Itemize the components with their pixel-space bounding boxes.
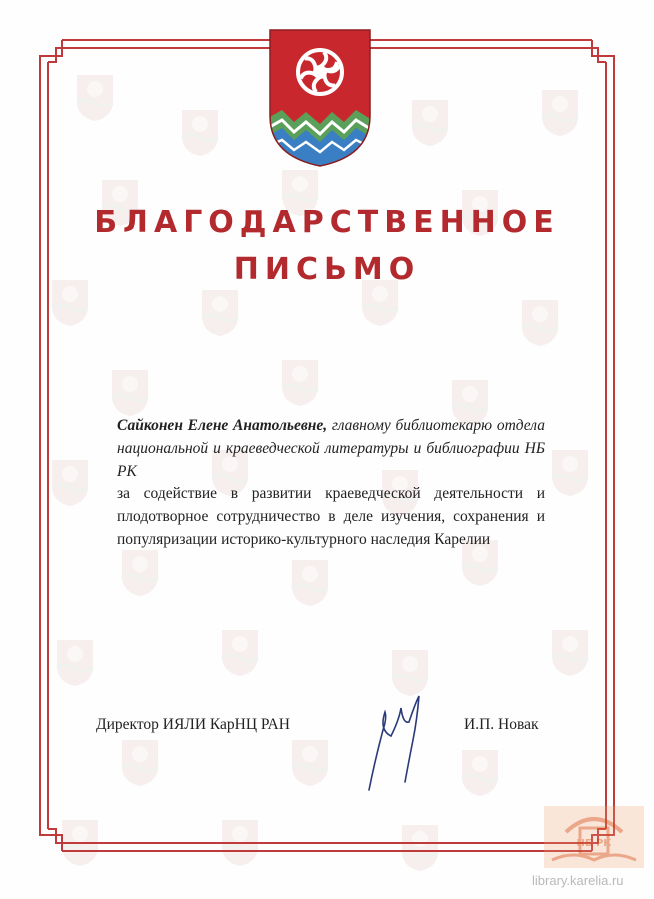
letter-title-line2: ПИСЬМО <box>233 252 421 287</box>
library-url[interactable]: library.karelia.ru <box>532 873 624 888</box>
library-logo-text: НБ РК <box>576 838 612 849</box>
signatory-role: Директор ИЯЛИ КарНЦ РАН <box>96 716 290 733</box>
recipient-name: Сайконен Елене Анатольевне, <box>117 417 328 434</box>
reason-text: за содействие в развитии краеведческой деятельности и плодотворное сотрудничество в деле изучения, сохранения и популяризации историко-культурного наследия Карелии <box>117 485 545 548</box>
karelia-coat-of-arms <box>268 28 372 168</box>
library-logo-icon <box>544 802 644 872</box>
gratitude-reason <box>117 482 545 551</box>
recipient-position: главному библиотекарю отдела национальной и краеведческой литературы и библиографии НБ РК <box>117 417 545 480</box>
handwritten-signature <box>355 690 435 800</box>
signatory-name: И.П. Новак <box>464 716 539 733</box>
letter-title-line1: БЛАГОДАРСТВЕННОЕ <box>94 205 560 240</box>
recipient-block <box>117 414 545 483</box>
